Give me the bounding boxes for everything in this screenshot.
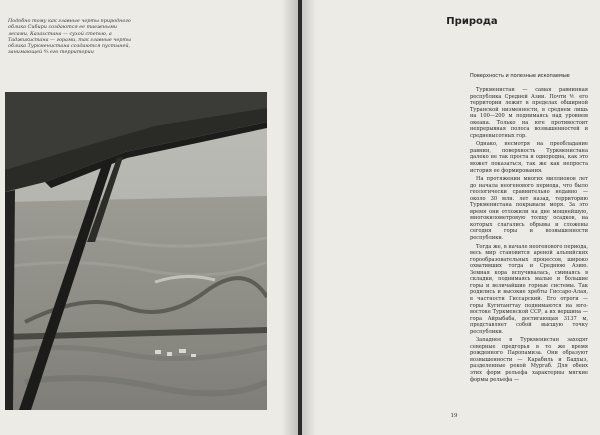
section-subheading: Поверхность и полезные ископаемые [470, 73, 570, 79]
paragraph: Западнее в Туркменистан заходят северные предгорья в то же время рожденного Паропамиза. Они образуют возвышенности — Карабиль и Бадхыз, разделенные рекой Мургаб. Для обеих этих форм рельефа характерны мягкие формы рельефа — [470, 337, 588, 383]
body-text [470, 87, 588, 385]
page-number: 19 [450, 413, 458, 419]
paragraph: Туркменистан — самая равнинная республика Средней Азии. Почти ⅘ его территории лежит в пределах обширной Туранской низменности, в среднем лишь на 100—200 м поднимаясь над уровнем океана. Только на юге противостоит непрерывная полоса возвышенностей и средневысотных гор. [470, 87, 588, 139]
paragraph: Тогда же, в начале неогенового периода, весь мир становится ареной альпийских горообразовательных процессов, широко охвативших тогда и Среднюю Азию. Земная кора вспучивалась, сминаясь в складки, поднимаясь малые и большие горы и величайшие горные системы. Так родились и высокие хребты Гиссаро-Алая, в частности Гиссарский. Его отроги — горы Кугитангтау поднимаются на юго-востоке Туркменской ССР, а их вершина — гора Айрыбаба, достигающая 3137 м, представляет собой высшую точку республики. [470, 243, 588, 335]
right-page [302, 0, 600, 435]
aerial-photo [5, 92, 267, 410]
left-page [0, 0, 298, 435]
photo-caption: Подобно тому как главные черты природного облика Сибири создаются ее таежными лесами, Казахстана — сухой степью, а Таджикистана — горами, так главные черты облика Туркменистана создаются пустыней, занимающей ⅘ его территории [8, 18, 131, 56]
left-page-gutter-shade [282, 0, 298, 435]
aerial-photo-image [5, 92, 267, 410]
chapter-title: Природа [446, 16, 498, 27]
paragraph: Однако, несмотря на преобладание равнин, поверхность Туркменистана далеко не так проста и однородна, как это может показаться, так же как непроста история ее формирования. [470, 141, 588, 174]
paragraph: На протяжении многих миллионов лет до начала неогенового периода, что было геологически сравнительно недавно — около 30 млн. лет назад, территорию Туркменистана покрывали моря. За это время они отложили на дне мощнейшую, многокилометровую толщу осадков, на которых слагались обрывы и сложены сегодня горы и возвышенности республики. [470, 176, 588, 242]
right-page-gutter-shade [302, 0, 316, 435]
